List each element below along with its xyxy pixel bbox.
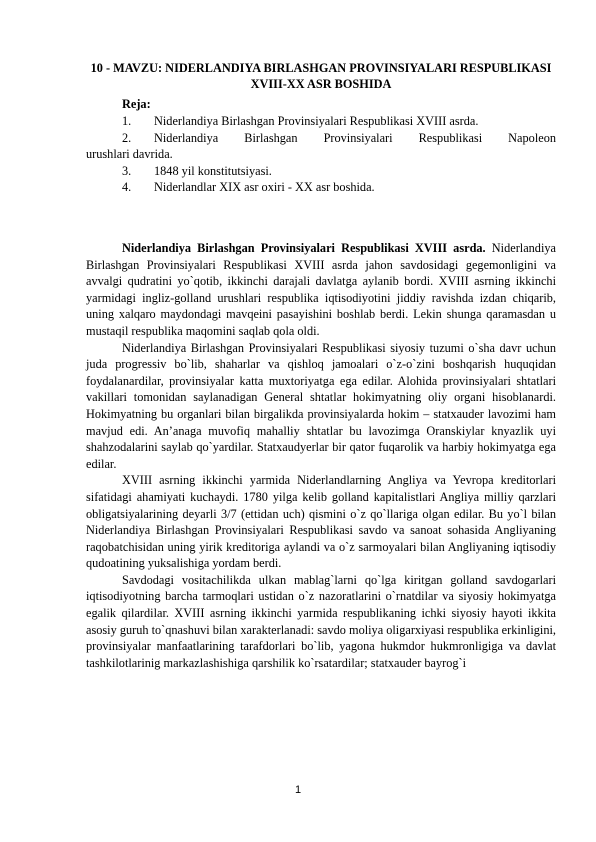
plan-list — [86, 113, 556, 196]
plan-item — [86, 113, 556, 130]
plan-item-number: 3. — [122, 163, 132, 178]
plan-item-text: Niderlandiya Birlashgan Provinsiyalari Respublikasi Napoleon — [154, 130, 556, 145]
plan-item — [86, 163, 556, 180]
plan-item-number: 1. — [122, 114, 132, 128]
paragraph-text: Niderlandiya Birlashgan Provinsiyalari Respublikasi XVIII asrda jahon savdosidagi gegemonligini va avvalgi qudratini yo`qotib, ikkinchi darajali davlatga aylanib bordi. XVIII asrning ikkinchi yarmidagi ingliz-golland urushlari respublika iqtisodiyotini jiddiy ravishda izdan chiqarib, uning xalqaro maydondagi mavqeini pasayishini boshlab berdi. Lekin shunga qaramasdan u mustaqil respublika maqomini saqlab qola oldi. — [86, 241, 556, 338]
plan-item-continuation: urushlari davrida. — [86, 147, 173, 162]
plan-item — [86, 130, 556, 147]
plan-item-text: Niderlandiya Birlashgan Provinsiyalari Respublikasi XVIII asrda. — [154, 114, 479, 128]
page-number: 1 — [294, 784, 302, 796]
plan-item-number: 2. — [122, 130, 132, 145]
plan-item-text: Niderlandlar XIX asr oxiri - XX asr boshida. — [154, 180, 375, 195]
section-heading: Niderlandiya Birlashgan Provinsiyalari Respublikasi XVIII asrda. — [122, 241, 486, 255]
plan-item-text: 1848 yil konstitutsiyasi. — [154, 163, 272, 178]
paragraph — [86, 240, 556, 340]
page-title: 10 - MAVZU: NIDERLANDIYA BIRLASHGAN PROVINSIYALARI RESPUBLIKASI XVIII-XX ASR BOSHIDA — [90, 61, 552, 92]
plan-item-number: 4. — [122, 180, 132, 195]
paragraph: XVIII asrning ikkinchi yarmida Niderlandlarning Angliya va Yevropa kreditorlari sifatidagi ahamiyati kuchaydi. 1780 yilga kelib golland kapitalistlari Angliya milliy qarzlari obligatsiyalarining deyarli 3/7 (ettidan uch) qismini o`z qo`llariga olgan edilar. Bu yo`l bilan Niderlandiya Birlashgan Provinsiyalari Respublikasi savdo va sanoat sohasida Angliyaning raqobatchisidan uning yirik kreditoriga aylandi va o`z sarmoyalari bilan Angliyaning iqtisodiy qudoatining yuksalishiga yordam berdi. — [86, 473, 556, 571]
plan-heading: Reja: — [122, 97, 151, 111]
paragraph: Savdodagi vositachilikda ulkan mablag`larni qo`lga kiritgan golland savdogarlari iqtisodiyotning barcha tarmoqlari ustidan o`z nazoratlarini o`rnatdilar va siyosiy hokimyatga egalik qilardilar. XVIII asrning ikkinchi yarmida respublikaning ichki siyosiy hayoti ikkita asosiy guruh to`qnashuvi bilan xarakterlanadi: savdo moliya oligarxiyasi respublika erkinligini, provinsiyalar manfaatlarining tarafdorlari bo`lib, yagona hukmdor hukmronligiga va davlat tashkilotlarinig markazlashishiga qarshilik ko`rsatardilar; statxauder bayrog`i — [86, 572, 556, 670]
plan-item — [86, 179, 556, 196]
body-text — [86, 240, 556, 671]
paragraph: Niderlandiya Birlashgan Provinsiyalari Respublikasi siyosiy tuzumi o`sha davr uchun juda progressiv bo`lib, shaharlar va qishloq jamoalari o`z-o`zini boshqarish huquqidan foydalanardilar, provinsiyalar katta muxtoriyatga ega edilar. Alohida provinsiyalari shtatlari vakillari tomonidan saylanadigan General shtatlar hokimyatning oliy organi hisoblanardi. Hokimyatning bu organlari bilan birgalikda provinsiyalarda hokim – statxauder lavozimi ham mavjud edi. An’anaga muvofiq mahalliy shtatlar bu lavozimga Oranskiylar knyazlik uyi shahzodalarini saylab qo`yardilar. Statxaudyerlar bir qator fuqarolik va harbiy hokimyatga ega edilar. — [86, 340, 556, 471]
